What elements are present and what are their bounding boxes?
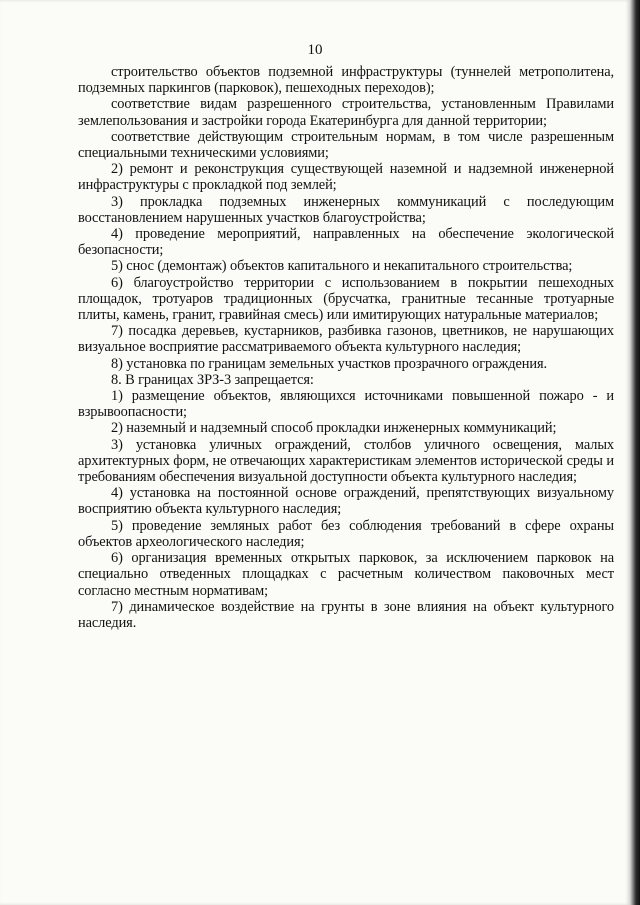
scan-edge-shadow — [630, 0, 640, 905]
paragraph: 5) снос (демонтаж) объектов капитального и некапитального строительства; — [111, 258, 573, 275]
page-number: 10 — [307, 42, 323, 58]
paragraph: соответствие действующим строительным нормам, в том числе разрешенным специальными техническими условиями; — [78, 128, 614, 162]
paragraph: 3) прокладка подземных инженерных коммуникаций с последующим восстановлением нарушенных участков благоустройства; — [78, 193, 614, 226]
paragraph: 4) установка на постоянной основе ограждений, препятствующих визуальному восприятию объекта культурного наследия; — [78, 485, 614, 518]
paragraph: строительство объектов подземной инфраструктуры (туннелей метрополитена, подземных паркингов (парковок), пешеходных переходов); — [78, 64, 614, 97]
paragraph: 3) установка уличных ограждений, столбов уличного освещения, малых архитектурных форм, не отвечающих характеристикам элементов исторической среды и требованиям обеспечения визуальной доступности объекта культурного наследия; — [78, 436, 614, 486]
paragraph: 4) проведение мероприятий, направленных на обеспечение экологической безопасности; — [78, 226, 614, 259]
paragraph: 8) установка по границам земельных участков прозрачного ограждения. — [111, 355, 547, 372]
paragraph: 7) посадка деревьев, кустарников, разбивка газонов, цветников, не нарушающих визуальное восприятие рассматриваемого объекта культурного наследия; — [78, 323, 614, 356]
paragraph: соответствие видам разрешенного строительства, установленным Правилами землепользования и застройки города Екатеринбурга для данной территории; — [78, 96, 614, 129]
document-body — [78, 64, 614, 631]
paragraph: 2) наземный и надземный способ прокладки инженерных коммуникаций; — [111, 420, 557, 437]
paragraph: 6) организация временных открытых парковок, за исключением парковок на специально отведенных площадках с расчетным количеством паковочных мест согласно местным нормативам; — [78, 550, 614, 599]
paragraph: 6) благоустройство территории с использованием в покрытии пешеходных площадок, тротуаров традиционных (брусчатка, гранитные тесанные тротуарные плиты, камень, гранит, гравийная смесь) или имитирующих натуральные материалов; — [78, 274, 614, 324]
paragraph: 2) ремонт и реконструкция существующей наземной и надземной инженерной инфраструктуры с прокладкой под землей; — [78, 161, 614, 194]
paragraph: 5) проведение земляных работ без соблюдения требований в сфере охраны объектов археологического наследия; — [78, 517, 614, 550]
section-heading: 8. В границах ЗРЗ-3 запрещается: — [111, 371, 314, 388]
paragraph: 1) размещение объектов, являющихся источниками повышенной пожаро - и взрывоопасности; — [78, 388, 614, 421]
paragraph: 7) динамическое воздействие на грунты в зоне влияния на объект культурного наследия. — [78, 598, 614, 631]
